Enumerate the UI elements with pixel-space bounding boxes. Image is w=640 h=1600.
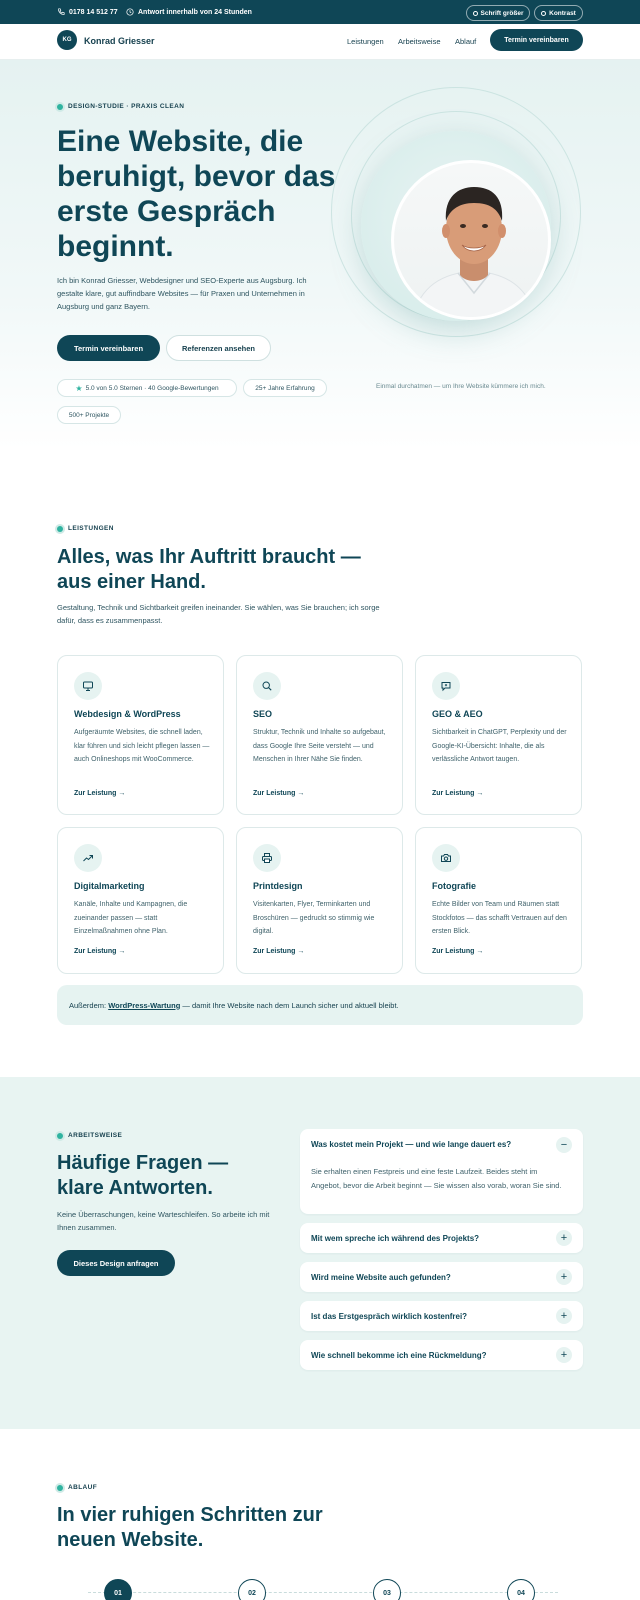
faq-item[interactable] xyxy=(300,1262,583,1292)
faq-title: Häufige Fragen — klare Antworten. xyxy=(57,1152,229,1199)
clock-icon xyxy=(126,8,134,16)
phone-number: 0178 14 512 77 xyxy=(69,8,118,16)
top-bar xyxy=(0,0,640,24)
service-card-fotografie[interactable] xyxy=(415,827,582,974)
plus-icon[interactable]: + xyxy=(556,1269,572,1285)
card-link[interactable]: Zur Leistung → xyxy=(253,948,305,955)
notice-prefix: Außerdem: xyxy=(69,1000,107,1010)
response-note xyxy=(126,8,252,16)
faq-question: Was kostet mein Projekt — und wie lange dauert es? xyxy=(311,1140,512,1149)
printer-icon xyxy=(253,844,281,872)
site-header xyxy=(0,24,640,60)
plus-icon[interactable]: + xyxy=(556,1347,572,1363)
faq-cta-button[interactable]: Dieses Design anfragen xyxy=(57,1250,175,1276)
faq-item[interactable] xyxy=(300,1301,583,1331)
contrast-label: Kontrast xyxy=(549,9,576,17)
phone-icon xyxy=(57,8,65,16)
service-card-geo-aeo[interactable] xyxy=(415,655,582,815)
logo-name[interactable]: Konrad Griesser xyxy=(84,36,155,46)
star-icon: ★ xyxy=(75,383,83,393)
card-link[interactable]: Zur Leistung → xyxy=(432,790,484,797)
step-4[interactable]: 04 xyxy=(507,1579,535,1600)
eyebrow-dot xyxy=(57,526,63,532)
faq-eyebrow-text: ARBEITSWEISE xyxy=(68,1132,123,1139)
header-cta-button[interactable]: Termin vereinbaren xyxy=(490,29,583,51)
nav-arbeitsweise[interactable]: Arbeitsweise xyxy=(398,37,441,46)
faq-item[interactable] xyxy=(300,1340,583,1370)
font-size-button[interactable] xyxy=(466,5,530,21)
faq-question: Wie schnell bekomme ich eine Rückmeldung? xyxy=(311,1351,487,1360)
hero-text: Ich bin Konrad Griesser, Webdesigner und SEO-Experte aus Augsburg. Ich gestalte klare, gut auffindbare Websites — für Praxen und Unternehmen in Augsburg und ganz Bayern. xyxy=(57,276,307,311)
services-text: Gestaltung, Technik und Sichtbarkeit greifen ineinander. Sie wählen, was Sie brauchen; ich sorge dafür, dass es zusammenpasst. xyxy=(57,603,380,625)
camera-icon xyxy=(432,844,460,872)
phone-link[interactable] xyxy=(57,8,118,16)
notice-suffix: — damit Ihre Website nach dem Launch sicher und aktuell bleibt. xyxy=(182,1000,399,1010)
plus-icon[interactable]: + xyxy=(556,1308,572,1324)
wartung-notice xyxy=(57,985,583,1025)
search-icon xyxy=(253,672,281,700)
hero-primary-button[interactable]: Termin vereinbaren xyxy=(57,335,160,361)
services-eyebrow-text: LEISTUNGEN xyxy=(68,525,114,532)
nav-ablauf[interactable]: Ablauf xyxy=(455,37,477,46)
faq-question: Mit wem spreche ich während des Projekts? xyxy=(311,1234,480,1243)
faq-item-open[interactable] xyxy=(300,1129,583,1214)
circle-icon xyxy=(541,11,546,16)
service-card-printdesign[interactable] xyxy=(236,827,403,974)
service-card-webdesign[interactable] xyxy=(57,655,224,815)
hero-eyebrow-text: DESIGN-STUDIE · PRAXIS CLEAN xyxy=(68,103,185,110)
step-2[interactable]: 02 xyxy=(238,1579,266,1600)
eyebrow-dot xyxy=(57,1485,63,1491)
faq-answer: Sie erhalten einen Festpreis und eine feste Laufzeit. Beides steht im Angebot, bevor die Arbeit beginnt — Sie wissen also vorab, woran Sie sind. xyxy=(311,1167,562,1190)
faq-text: Keine Überraschungen, keine Warteschleifen. So arbeite ich mit Ihnen zusammen. xyxy=(57,1210,270,1232)
minus-icon[interactable]: − xyxy=(556,1137,572,1153)
logo-badge[interactable]: KG xyxy=(57,30,77,50)
card-link[interactable]: Zur Leistung → xyxy=(74,948,126,955)
nav-leistungen[interactable]: Leistungen xyxy=(347,37,384,46)
card-desc: Visitenkarten, Flyer, Terminkarten und Broschüren — gedruckt so stimmig wie digital. xyxy=(253,901,375,935)
step-1[interactable]: 01 xyxy=(104,1579,132,1600)
step-3[interactable]: 03 xyxy=(373,1579,401,1600)
circle-icon xyxy=(473,11,478,16)
card-title: SEO xyxy=(253,709,273,719)
services-title: Alles, was Ihr Auftritt braucht — aus einer Hand. xyxy=(57,546,361,593)
eyebrow-dot xyxy=(57,1133,63,1139)
faq-question: Wird meine Website auch gefunden? xyxy=(311,1273,451,1282)
services-eyebrow xyxy=(57,525,114,532)
portrait-illustration xyxy=(394,163,551,320)
process-eyebrow-text: ABLAUF xyxy=(68,1484,98,1491)
response-text: Antwort innerhalb von 24 Stunden xyxy=(138,8,252,16)
card-desc: Struktur, Technik und Inhalte so aufgebaut, dass Google Ihre Seite versteht — und Menschen in Ihrer Nähe Sie finden. xyxy=(253,729,386,763)
card-desc: Sichtbarkeit in ChatGPT, Perplexity und der Google-KI-Übersicht: Inhalte, die als verlässliche Antwort taugen. xyxy=(432,729,567,763)
card-link[interactable]: Zur Leistung → xyxy=(432,948,484,955)
hero-eyebrow xyxy=(57,103,184,110)
portrait-photo xyxy=(391,160,551,320)
eyebrow-dot xyxy=(57,104,63,110)
card-title: Webdesign & WordPress xyxy=(74,709,181,719)
chat-icon xyxy=(432,672,460,700)
card-title: Printdesign xyxy=(253,881,303,891)
wartung-link[interactable]: WordPress-Wartung xyxy=(108,1000,181,1010)
font-size-label: Schrift größer xyxy=(480,9,524,17)
monitor-icon xyxy=(74,672,102,700)
hero-title: Eine Website, die beruhigt, bevor das erste Gespräch beginnt. xyxy=(57,125,336,263)
hero-quote: Einmal durchatmen — um Ihre Website kümmere ich mich. xyxy=(376,383,546,390)
plus-icon[interactable]: + xyxy=(556,1230,572,1246)
card-desc: Kanäle, Inhalte und Kampagnen, die zueinander passen — statt Einzelmaßnahmen ohne Plan. xyxy=(74,901,188,935)
service-card-seo[interactable] xyxy=(236,655,403,815)
faq-item[interactable] xyxy=(300,1223,583,1253)
trend-up-icon xyxy=(74,844,102,872)
card-title: Digitalmarketing xyxy=(74,881,145,891)
rating-chip xyxy=(57,379,237,397)
card-link[interactable]: Zur Leistung → xyxy=(74,790,126,797)
process-eyebrow xyxy=(57,1484,97,1491)
process-line xyxy=(88,1592,558,1593)
service-card-digitalmarketing[interactable] xyxy=(57,827,224,974)
card-desc: Echte Bilder von Team und Räumen statt Stockfotos — das schafft Vertrauen auf den ersten Blick. xyxy=(432,901,567,935)
card-title: Fotografie xyxy=(432,881,476,891)
card-title: GEO & AEO xyxy=(432,709,483,719)
rating-text: 5.0 von 5.0 Sternen · 40 Google-Bewertungen xyxy=(85,384,219,392)
projects-chip: 500+ Projekte xyxy=(57,406,121,424)
faq-eyebrow xyxy=(57,1132,122,1139)
experience-chip: 25+ Jahre Erfahrung xyxy=(243,379,327,397)
card-desc: Aufgeräumte Websites, die schnell laden, klar führen und sich leicht pflegen lassen — auch Onlineshops mit WooCommerce. xyxy=(74,729,210,763)
hero-secondary-button[interactable]: Referenzen ansehen xyxy=(166,335,271,361)
process-title: In vier ruhigen Schritten zur neuen Website. xyxy=(57,1504,323,1551)
faq-question: Ist das Erstgespräch wirklich kostenfrei? xyxy=(311,1312,468,1321)
contrast-button[interactable] xyxy=(534,5,583,21)
card-link[interactable]: Zur Leistung → xyxy=(253,790,305,797)
